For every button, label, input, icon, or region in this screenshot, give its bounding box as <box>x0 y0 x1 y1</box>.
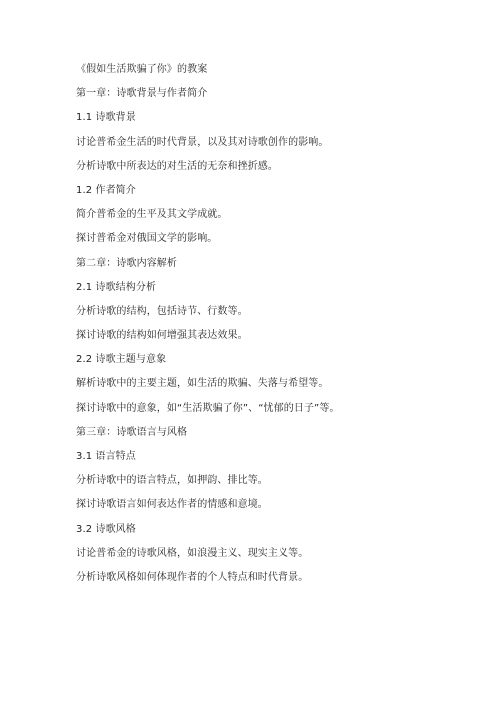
body-paragraph: 讨论普希金生活的时代背景，以及其对诗歌创作的影响。 <box>76 136 329 148</box>
section-heading: 3.1 语言特点 <box>76 451 136 462</box>
section-heading: 2.2 诗歌主题与意象 <box>76 354 167 366</box>
body-paragraph: 简介普希金的生平及其文学成就。 <box>76 209 228 221</box>
section-heading: 3.2 诗歌风格 <box>76 523 136 535</box>
body-paragraph: 讨论普希金的诗歌风格，如浪漫主义、现实主义等。 <box>76 547 309 559</box>
document-title: 《假如生活欺骗了你》的教案 <box>76 64 208 75</box>
body-paragraph: 探讨普希金对俄国文学的影响。 <box>76 233 218 245</box>
section-heading: 2.1 诗歌结构分析 <box>76 281 157 293</box>
body-paragraph: 探讨诗歌语言如何表达作者的情感和意境。 <box>76 499 268 511</box>
body-paragraph: 分析诗歌风格如何体现作者的个人特点和时代背景。 <box>76 571 309 583</box>
section-heading: 1.1 诗歌背景 <box>76 112 136 124</box>
body-paragraph: 探讨诗歌中的意象，如“生活欺骗了你”、“忧郁的日子”等。 <box>76 402 340 414</box>
body-paragraph: 探讨诗歌的结构如何增强其表达效果。 <box>76 330 248 342</box>
document-body <box>76 64 476 596</box>
body-paragraph: 解析诗歌中的主要主题，如生活的欺骗、失落与希望等。 <box>76 378 329 390</box>
chapter-heading: 第三章：诗歌语言与风格 <box>76 426 188 438</box>
body-paragraph: 分析诗歌中所表达的对生活的无奈和挫折感。 <box>76 160 278 172</box>
body-paragraph: 分析诗歌中的语言特点，如押韵、排比等。 <box>76 475 268 487</box>
section-heading: 1.2 作者简介 <box>76 184 136 196</box>
chapter-heading: 第一章：诗歌背景与作者简介 <box>76 88 208 100</box>
chapter-heading: 第二章：诗歌内容解析 <box>76 257 177 269</box>
body-paragraph: 分析诗歌的结构，包括诗节、行数等。 <box>76 305 248 317</box>
